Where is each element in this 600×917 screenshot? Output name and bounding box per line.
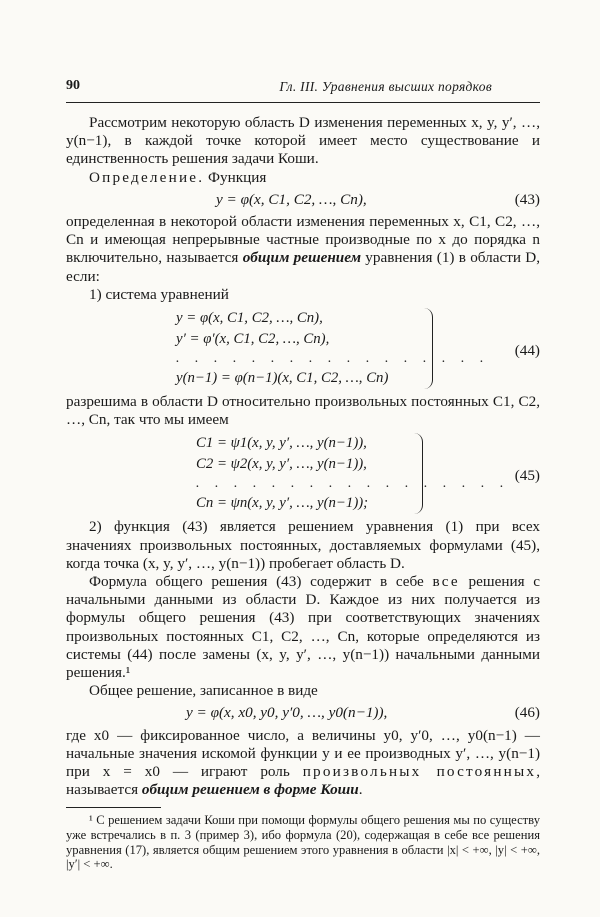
equation-43 (66, 191, 540, 209)
formula-end: решения с начальными данными из области D. Каждое из них получается из формулы общего решения (43) при соответствующих значениях произвольных постоянных C1, C2, …, Cn, которые определяются из системы (44) после замены (x, y, y′, …, y(n−1)) начальными данными решения.¹ (66, 573, 540, 682)
system-45-line: C2 = ψ2(x, y, y′, …, y(n−1)), (196, 456, 367, 473)
equation-46 (66, 704, 540, 722)
system-45-line: C1 = ψ1(x, y, y′, …, y(n−1)), (196, 435, 367, 452)
definition-lead: Функция (208, 168, 267, 186)
system-45-brace (414, 433, 423, 514)
condition-2: 2) функция (43) является решением уравнения (1) при всех значениях произвольных постоянных, доставляемых формулами (45), когда точка (x, y, y′, …, y(n−1)) пробегает область D. (66, 518, 540, 572)
paragraph-intro: Рассмотрим некоторую область D изменения переменных x, y, y′, …, y(n−1), в каждой точке которой имеет место существование и единственность решения задачи Коши. (66, 114, 540, 168)
system-44-line: y = φ(x, C1, C2, …, Cn), (176, 310, 323, 327)
arbitrary-constants-spaced: произвольных постоянных (302, 763, 537, 781)
term-general-solution: общим решением (242, 249, 362, 267)
equation-43-number: (43) (514, 190, 540, 208)
system-45-number: (45) (514, 467, 540, 485)
equation-46-text: y = φ(x, x0, y0, y′0, …, y0(n−1)), (186, 704, 388, 722)
footnote-rule (66, 807, 161, 808)
system-44-line: y(n−1) = φ(n−1)(x, C1, C2, …, Cn) (176, 370, 389, 387)
definition-line (66, 169, 540, 187)
equation-43-text: y = φ(x, C1, C2, …, Cn), (216, 190, 367, 208)
footnote: ¹ С решением задачи Коши при помощи формулы общего решения мы по существу уже встречались в п. 3 (пример 3), ибо формула (20), содержащая в себе все решения уравнения (17), является общим решением этого уравнения в области |x| < +∞, |y| < +∞, |y′| < +∞. (66, 813, 540, 872)
cauchy-start: где x0 — фиксированное число, а величины y0, y′0, …, y0(n−1) — начальные значения искомой функции y и ее производных y′, …, y(n−1) при x = x0 — играют роль (66, 726, 540, 781)
word-all-spaced: все (432, 573, 460, 591)
paragraph-cauchy (66, 727, 540, 800)
running-title: Гл. III. Уравнения высших порядков (279, 79, 492, 94)
paragraph-formula (66, 573, 540, 682)
paragraph-definition (66, 213, 540, 286)
equation-46-number: (46) (514, 704, 540, 722)
system-44-brace (424, 308, 433, 389)
system-44-dots: . . . . . . . . . . . . . . . . . (176, 351, 490, 367)
formula-start: Формула общего решения (43) содержит в себе (89, 573, 433, 591)
page-header (66, 78, 540, 100)
paragraph-solvable: разрешима в области D относительно произвольных постоянных C1, C2, …, Cn, так что мы имеем (66, 393, 540, 429)
system-45-dots: . . . . . . . . . . . . . . . . . (196, 476, 510, 492)
page-number: 90 (66, 78, 80, 93)
system-45-line: Cn = ψn(x, y, y′, …, y(n−1)); (196, 495, 369, 512)
header-rule (66, 102, 540, 103)
condition-1: 1) система уравнений (89, 285, 229, 303)
system-45 (196, 433, 540, 514)
definition-label: Определение. (89, 168, 205, 186)
term-cauchy-form: общим решением в форме Коши (141, 781, 359, 799)
paragraph-general: Общее решение, записанное в виде (89, 682, 318, 700)
cauchy-mid: , называется (66, 763, 540, 799)
book-page (66, 78, 540, 872)
system-44 (176, 308, 540, 389)
cauchy-end: . (358, 781, 363, 799)
definition-body: определенная в некоторой области изменения переменных x, C1, C2, …, Cn и имеющая непрерывные частные производные по x до порядка n включительно, называется (66, 213, 540, 267)
definition-tail: уравнения (1) в области D, если: (66, 249, 541, 285)
system-44-number: (44) (514, 342, 540, 360)
system-44-line: y′ = φ′(x, C1, C2, …, Cn), (176, 331, 330, 348)
